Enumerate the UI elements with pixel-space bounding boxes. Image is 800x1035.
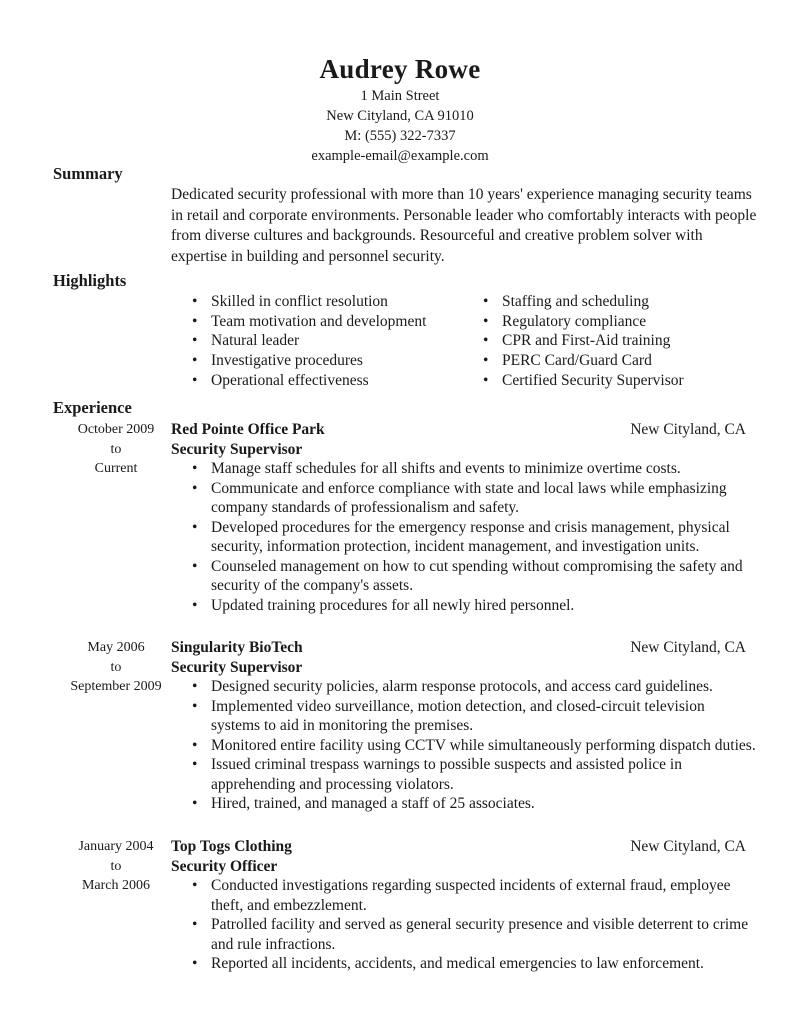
- job-bullet: • Designed security policies, alarm response protocols, and access card guidelines.: [192, 677, 757, 697]
- job-dates: [60, 837, 172, 896]
- job-bullet: • Updated training procedures for all newly hired personnel.: [192, 596, 757, 616]
- job-company: Red Pointe Office Park: [171, 421, 325, 438]
- address-line: 1 Main Street: [360, 88, 440, 104]
- highlights-right-list: [483, 292, 684, 391]
- city-line: New Cityland, CA 91010: [326, 108, 474, 124]
- resume-header: [0, 52, 800, 166]
- job-location: New Cityland, CA: [630, 421, 746, 438]
- job-bullet: • Patrolled facility and served as general security presence and visible deterrent to crime and rule infractions.: [192, 915, 757, 954]
- job-bullet: • Communicate and enforce compliance with state and local laws while emphasizing company standards of professionalism and safety.: [192, 479, 757, 518]
- job-date-separator: to: [110, 441, 122, 457]
- job-bullet: • Counseled management on how to cut spending without compromising the safety and security of the company's assets.: [192, 557, 757, 596]
- job-date-separator: to: [110, 858, 122, 874]
- highlight-item: • Skilled in conflict resolution: [192, 292, 426, 312]
- highlights-left-list: [192, 292, 426, 391]
- job-bullet: • Conducted investigations regarding suspected incidents of external fraud, employee theft, and embezzlement.: [192, 876, 757, 915]
- highlight-item: • Certified Security Supervisor: [483, 371, 684, 391]
- job-dates: [60, 420, 172, 479]
- job-bullets: [192, 459, 757, 615]
- job-bullet: • Developed procedures for the emergency response and crisis management, physical security, information protection, incident management, and investigation units.: [192, 518, 757, 557]
- job-company: Top Togs Clothing: [171, 838, 292, 855]
- job-bullets: [192, 677, 757, 814]
- highlight-item: • Natural leader: [192, 331, 426, 351]
- job-title: Security Officer: [171, 857, 278, 875]
- email-line: example-email@example.com: [311, 148, 489, 164]
- highlight-item: • Staffing and scheduling: [483, 292, 684, 312]
- highlight-item: • Investigative procedures: [192, 351, 426, 371]
- job-dates: [60, 638, 172, 697]
- highlight-item: • Operational effectiveness: [192, 371, 426, 391]
- job-end-date: March 2006: [81, 878, 151, 893]
- summary-heading: Summary: [53, 164, 123, 183]
- job-title: Security Supervisor: [171, 658, 303, 676]
- candidate-name: Audrey Rowe: [319, 54, 481, 84]
- job-end-date: September 2009: [70, 679, 162, 694]
- job-bullet: • Monitored entire facility using CCTV while simultaneously performing dispatch duties.: [192, 736, 757, 756]
- job-bullet: • Issued criminal trespass warnings to possible suspects and assisted police in apprehending and processing violators.: [192, 755, 757, 794]
- summary-text: Dedicated security professional with more than 10 years' experience managing security teams in retail and corporate environments. Personable leader who comfortably interacts with people from diverse cultures and backgrounds. Resourceful and creative problem solver with expertise in building and personnel security.: [171, 186, 757, 265]
- phone-line: M: (555) 322-7337: [344, 128, 456, 144]
- job-bullet: • Manage staff schedules for all shifts and events to minimize overtime costs.: [192, 459, 757, 479]
- job-location: New Cityland, CA: [630, 639, 746, 656]
- job-end-date: Current: [94, 461, 138, 476]
- highlights-heading: Highlights: [53, 271, 127, 290]
- job-start-date: May 2006: [87, 640, 145, 655]
- job-start-date: October 2009: [77, 422, 155, 437]
- job-title: Security Supervisor: [171, 440, 303, 458]
- job-start-date: January 2004: [78, 839, 154, 854]
- job-bullet: • Implemented video surveillance, motion detection, and closed-circuit television systems to aid in monitoring the premises.: [192, 697, 757, 736]
- highlight-item: • Team motivation and development: [192, 312, 426, 332]
- highlight-item: • PERC Card/Guard Card: [483, 351, 684, 371]
- job-bullet: • Hired, trained, and managed a staff of 25 associates.: [192, 794, 757, 814]
- job-bullet: • Reported all incidents, accidents, and medical emergencies to law enforcement.: [192, 954, 757, 974]
- highlight-item: • Regulatory compliance: [483, 312, 684, 332]
- job-date-separator: to: [110, 659, 122, 675]
- experience-heading: Experience: [53, 398, 132, 417]
- job-bullets: [192, 876, 757, 974]
- highlight-item: • CPR and First-Aid training: [483, 331, 684, 351]
- job-location: New Cityland, CA: [630, 838, 746, 855]
- job-company: Singularity BioTech: [171, 639, 303, 656]
